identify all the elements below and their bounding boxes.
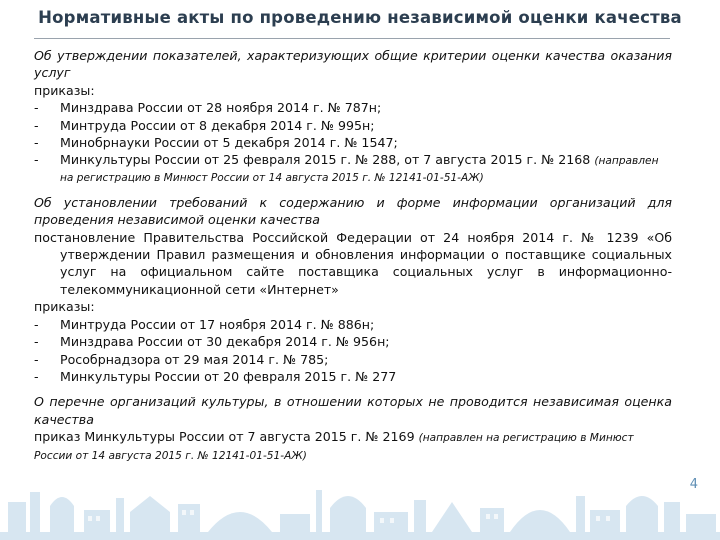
list-marker: - [34, 100, 39, 116]
list-marker: - [34, 316, 39, 332]
list-marker: - [34, 135, 39, 151]
list-item-text: Минобрнауки России от 5 декабря 2014 г. № 1547; [60, 135, 398, 151]
section1-heading: Об утверждении показателей, характеризующих общие критерии оценки качества оказания услуг [34, 48, 672, 81]
title-divider [34, 38, 670, 39]
list-item-text: Минздрава России от 28 ноября 2014 г. № 787н; [60, 100, 382, 116]
list-item [34, 134, 672, 151]
registration-note: (направлен [594, 155, 659, 168]
list-item [34, 99, 672, 116]
registration-note-continued: на регистрацию в Минюст России от 14 августа 2015 г. № 12141-01-51-АЖ) [60, 171, 484, 184]
list-marker: - [34, 334, 39, 350]
document-body [34, 47, 672, 465]
list-item-text: Минздрава России от 30 декабря 2014 г. № 956н; [60, 334, 390, 350]
registration-note: (направлен на регистрацию в Минюст [418, 432, 634, 445]
page-number: 4 [689, 477, 698, 492]
list-item-text: Минтруда России от 17 ноября 2014 г. № 886н; [60, 316, 375, 332]
list-marker: - [34, 368, 39, 384]
list-item-text: Минкультуры России от 20 февраля 2015 г. № 277 [60, 368, 397, 384]
list-marker: - [34, 351, 39, 367]
section2-label: приказы: [34, 299, 95, 315]
list-item-text: Минтруда России от 8 декабря 2014 г. № 995н; [60, 117, 375, 133]
list-item-text: Минкультуры России от 25 февраля 2015 г. № 288, от 7 августа 2015 г. № 2168 [60, 152, 591, 168]
section3-heading: О перечне организаций культуры, в отношении которых не проводится независимая оценка качества [34, 394, 672, 427]
list-item-text: Рособрнадзора от 29 мая 2014 г. № 785; [60, 351, 329, 367]
list-item [34, 316, 672, 333]
registration-note-continued: России от 14 августа 2015 г. № 12141-01-51-АЖ) [34, 449, 307, 462]
list-marker: - [34, 152, 39, 168]
list-item [34, 333, 672, 350]
list-marker: - [34, 117, 39, 133]
slide-title: Нормативные акты по проведению независимой оценки качества [38, 8, 682, 27]
list-item [34, 368, 672, 385]
list-item [34, 151, 672, 170]
footer-skyline-illustration [0, 462, 720, 540]
government-decree-continued: утверждении Правил размещения и обновления информации о поставщике социальных услуг на официальном сайте поставщика социальных услуг в информационно-телекоммуникационной сети «Интернет» [60, 247, 672, 297]
section2-heading: Об установлении требований к содержанию и форме информации организаций для проведения независимой оценки качества [34, 194, 672, 228]
culture-ministry-order: приказ Минкультуры России от 7 августа 2015 г. № 2169 [34, 429, 415, 445]
section1-label: приказы: [34, 82, 95, 98]
list-item [34, 351, 672, 368]
list-item [34, 117, 672, 134]
government-decree-first-line: постановление Правительства Российской Федерации от 24 ноября 2014 г. № 1239 «Об [34, 229, 672, 245]
